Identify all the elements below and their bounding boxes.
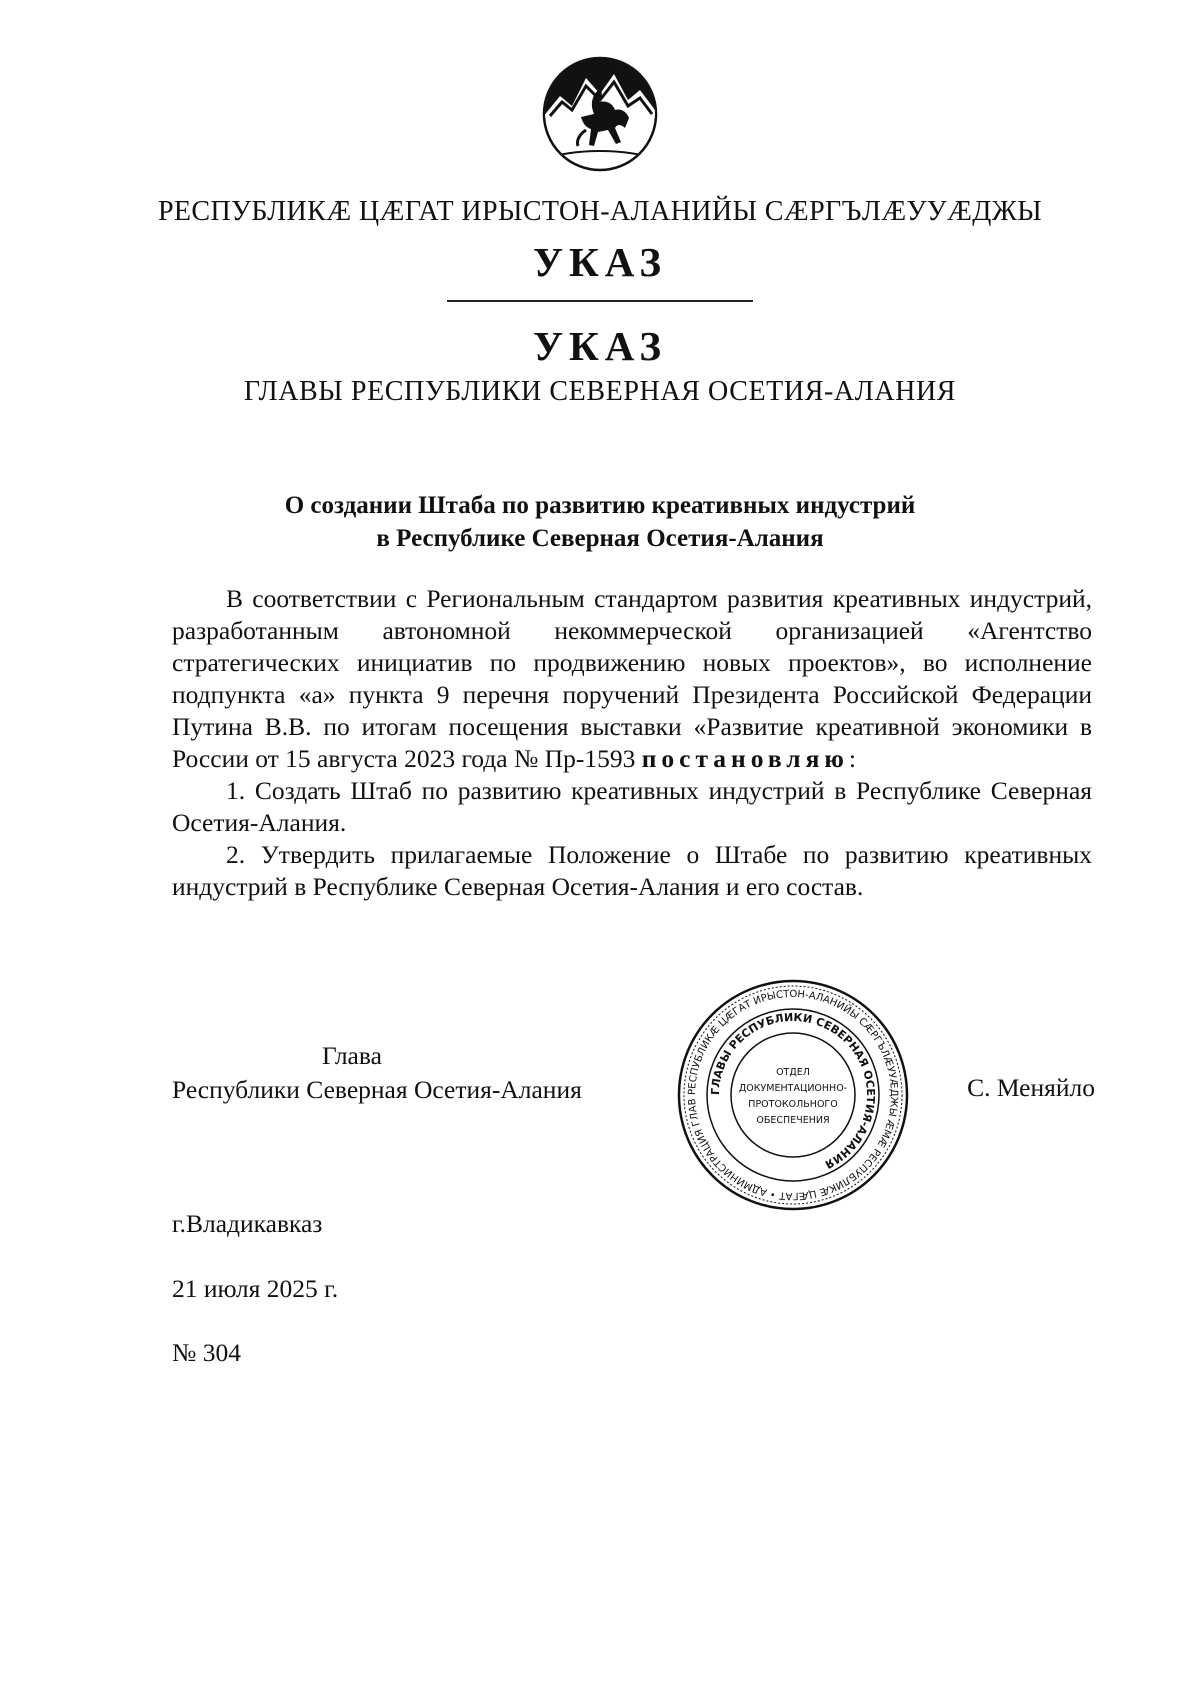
russian-header-title: ГЛАВЫ РЕСПУБЛИКИ СЕВЕРНАЯ ОСЕТИЯ-АЛАНИЯ [243, 376, 957, 407]
preamble-paragraph [172, 583, 1092, 775]
document-number: № 304 [172, 1338, 241, 1367]
ukaz-heading-russian: УКАЗ [532, 323, 668, 369]
signer-name: С. Меняйло [967, 1073, 1095, 1102]
preamble-text: В соответствии с Региональным стандартом развития креативных индустрий, разработанным автономной некоммерческой организацией «Агентство стратегических инициатив по продвижению новых проектов», во исполнение подпункта «а» пункта 9 перечня поручений Президента Российской Федерации Путина В.В. по итогам посещения выставки «Развитие креативной экономики в России от 15 августа 2023 года № Пр-1593 [172, 584, 1092, 773]
document-title-line2: в Республике Северная Осетия-Алания [376, 525, 824, 552]
signatory-role-line2: Республики Северная Осетия-Алания [172, 1075, 582, 1104]
document-body [172, 583, 1092, 903]
ossetian-header-title: РЕСПУБЛИКӔ ЦӔГАТ ИРЫСТОН-АЛАНИЙЫ СӔРГЪЛӔУУӔДЖЫ [157, 196, 1043, 227]
header-divider [447, 300, 753, 302]
official-seal-icon [673, 975, 913, 1215]
decree-item-2: 2. Утвердить прилагаемые Положение о Штабе по развитию креативных индустрий в Республике Северная Осетия-Алания и его состав. [172, 840, 1092, 901]
seal-outer-text: РЕСПУБЛИКӔ ЦӔГАТ ИРЫСТОН-АЛАНИЙЫ СӔРГЪЛӔУУӔДЖЫ ӔМӔ РЕСПУБЛИКӔ ЦӔГАТ • АДМИНИСТРАЦИЯ ГЛАВ [686, 988, 900, 1202]
seal-center-line-4: ОБЕСПЕЧЕНИЯ [756, 1115, 830, 1126]
seal-center-line-2: ДОКУМЕНТАЦИОННО- [738, 1083, 848, 1094]
seal-middle-text: ГЛАВЫ РЕСПУБЛИКИ СЕВЕРНАЯ ОСЕТИЯ-АЛАНИЯ [708, 1010, 878, 1172]
seal-center-line-3: ПРОТОКОЛЬНОГО [748, 1099, 838, 1110]
seal-center-line-1: ОТДЕЛ [776, 1067, 810, 1078]
document-title [0, 489, 1200, 555]
decree-colon: : [848, 744, 856, 773]
document-title-line1: О создании Штаба по развитию креативных индустрий [284, 492, 916, 519]
document-date: 21 июля 2025 г. [172, 1274, 339, 1303]
place-of-signing: г.Владикавказ [172, 1209, 323, 1238]
coat-of-arms-icon [542, 56, 658, 172]
decree-word: постановляю [641, 744, 849, 773]
signatory-role-line1: Глава [322, 1041, 382, 1070]
decree-item-1: 1. Создать Штаб по развитию креативных индустрий в Республике Северная Осетия-Алания. [172, 776, 1092, 837]
signatory-role [172, 1039, 652, 1107]
ukaz-heading-ossetian: УКАЗ [532, 239, 668, 285]
